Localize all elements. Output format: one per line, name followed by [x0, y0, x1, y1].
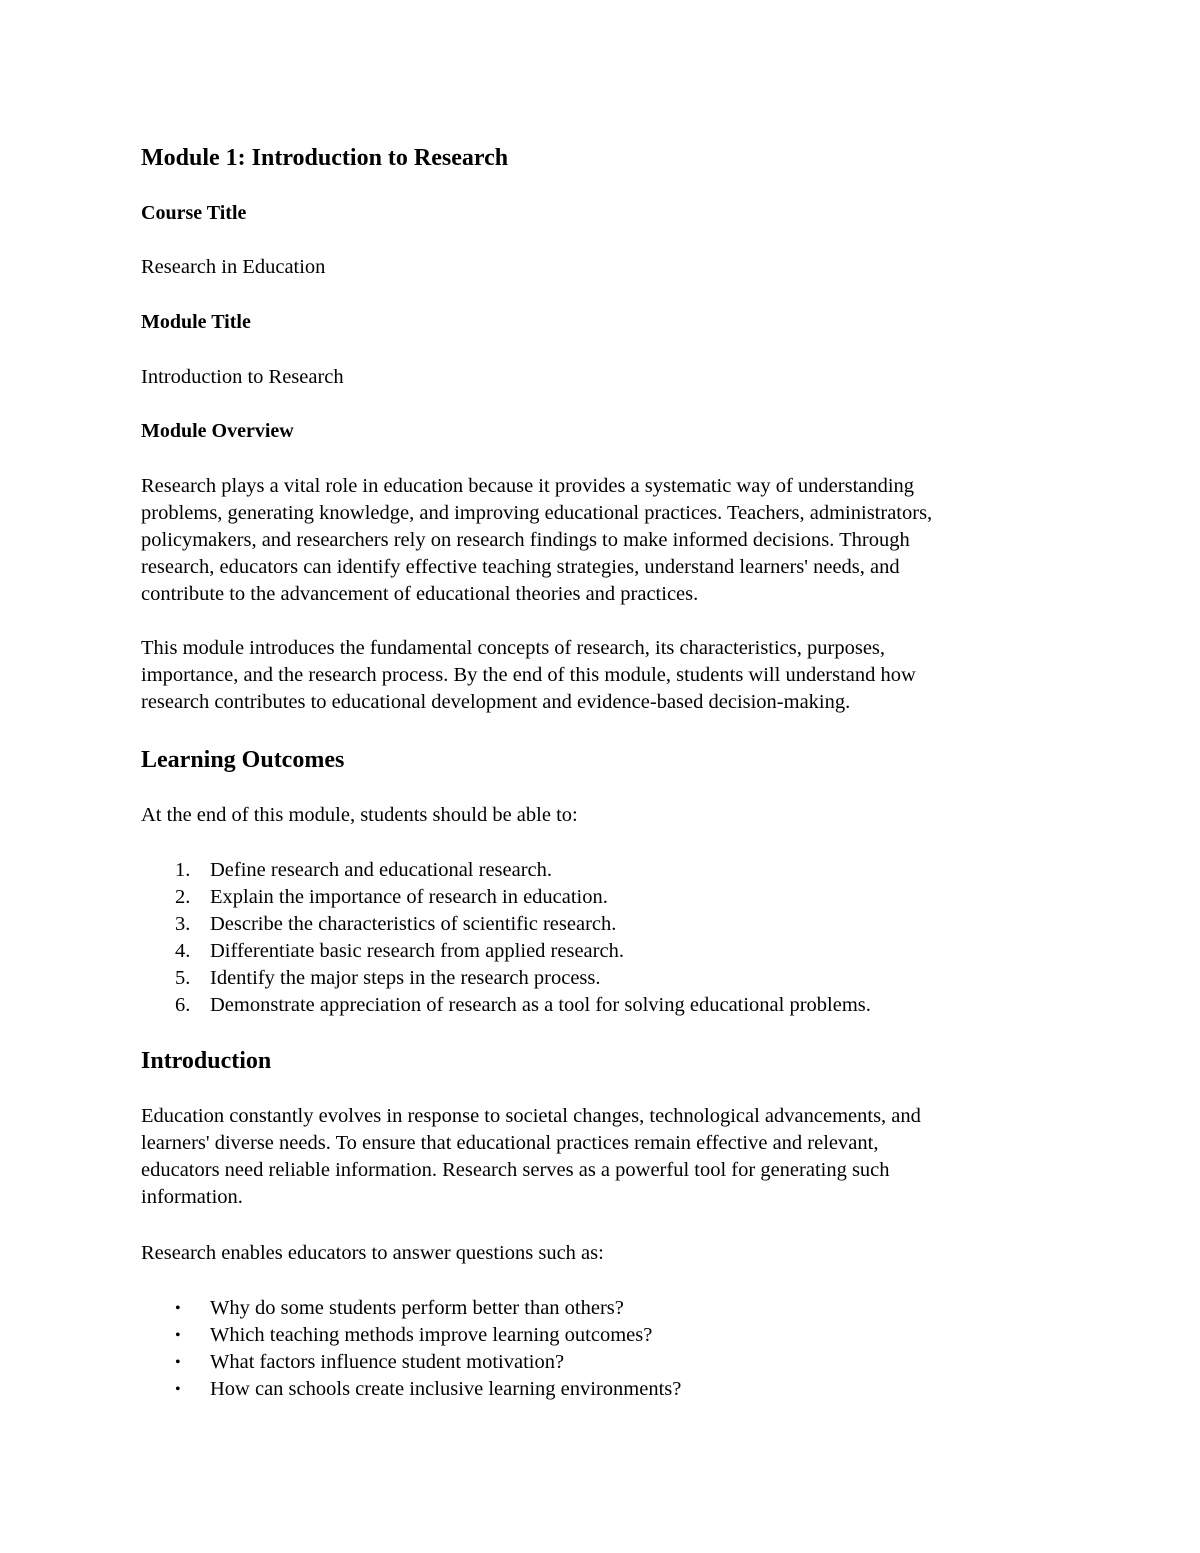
list-number: 6.: [175, 994, 191, 1016]
list-item-text: Differentiate basic research from applied research.: [210, 940, 624, 962]
list-number: 5.: [175, 967, 191, 989]
course-title-value: Research in Education: [141, 256, 326, 278]
module-title-label: Module Title: [141, 311, 251, 333]
list-item: [141, 911, 871, 938]
list-item: [141, 1322, 681, 1349]
list-item-text: What factors influence student motivation?: [210, 1351, 565, 1373]
learning-outcomes-heading: Learning Outcomes: [141, 747, 345, 773]
list-item-text: Identify the major steps in the research process.: [210, 967, 601, 989]
list-item-text: Demonstrate appreciation of research as a tool for solving educational problems.: [210, 994, 871, 1016]
list-item: [141, 938, 871, 965]
overview-paragraph-2-line: This module introduces the fundamental concepts of research, its characteristics, purposes,: [141, 637, 886, 659]
questions-list: [141, 1295, 681, 1403]
module-overview-heading: Module Overview: [141, 420, 294, 442]
introduction-paragraph-line: information.: [141, 1186, 243, 1208]
introduction-paragraph: [141, 1103, 921, 1211]
list-item-text: Why do some students perform better than others?: [210, 1297, 624, 1319]
list-number: 2.: [175, 886, 191, 908]
list-item: [141, 1376, 681, 1403]
introduction-paragraph-line: educators need reliable information. Research serves as a powerful tool for generating such: [141, 1159, 890, 1181]
overview-paragraph-1-line: policymakers, and researchers rely on research findings to make informed decisions. Through: [141, 529, 910, 551]
overview-paragraph-1-line: Research plays a vital role in education because it provides a systematic way of understanding: [141, 475, 915, 497]
list-item: [141, 965, 871, 992]
list-item-text: Explain the importance of research in education.: [210, 886, 608, 908]
overview-paragraph-1-line: problems, generating knowledge, and improving educational practices. Teachers, administrators,: [141, 502, 933, 524]
overview-paragraph-1: [141, 473, 932, 608]
overview-paragraph-2-line: research contributes to educational development and evidence-based decision-making.: [141, 691, 851, 713]
list-item-text: Define research and educational research.: [210, 859, 553, 881]
list-item-text: Which teaching methods improve learning outcomes?: [210, 1324, 653, 1346]
list-number: 3.: [175, 913, 191, 935]
overview-paragraph-1-line: research, educators can identify effective teaching strategies, understand learners' needs, and: [141, 556, 900, 578]
list-item: [141, 992, 871, 1019]
list-item: [141, 1349, 681, 1376]
list-item-text: How can schools create inclusive learning environments?: [210, 1378, 682, 1400]
list-item: [141, 884, 871, 911]
introduction-paragraph-line: learners' diverse needs. To ensure that educational practices remain effective and relevant,: [141, 1132, 879, 1154]
introduction-paragraph-line: Education constantly evolves in response to societal changes, technological advancements, and: [141, 1105, 921, 1127]
overview-paragraph-1-line: contribute to the advancement of educational theories and practices.: [141, 583, 699, 605]
bullet-icon: •: [175, 1381, 181, 1398]
list-number: 1.: [175, 859, 191, 881]
learning-outcomes-list: [141, 857, 871, 1019]
course-title-label: Course Title: [141, 202, 247, 224]
bullet-icon: •: [175, 1300, 181, 1317]
list-item: [141, 1295, 681, 1322]
bullet-icon: •: [175, 1354, 181, 1371]
list-item-text: Describe the characteristics of scientific research.: [210, 913, 617, 935]
module-title-heading: Module 1: Introduction to Research: [141, 145, 509, 171]
introduction-heading: Introduction: [141, 1048, 272, 1074]
overview-paragraph-2: [141, 635, 916, 716]
list-number: 4.: [175, 940, 191, 962]
bullet-icon: •: [175, 1327, 181, 1344]
list-item: [141, 857, 871, 884]
overview-paragraph-2-line: importance, and the research process. By the end of this module, students will understand how: [141, 664, 916, 686]
questions-intro: Research enables educators to answer questions such as:: [141, 1242, 604, 1264]
learning-outcomes-intro: At the end of this module, students should be able to:: [141, 804, 578, 826]
module-title-value: Introduction to Research: [141, 366, 344, 388]
